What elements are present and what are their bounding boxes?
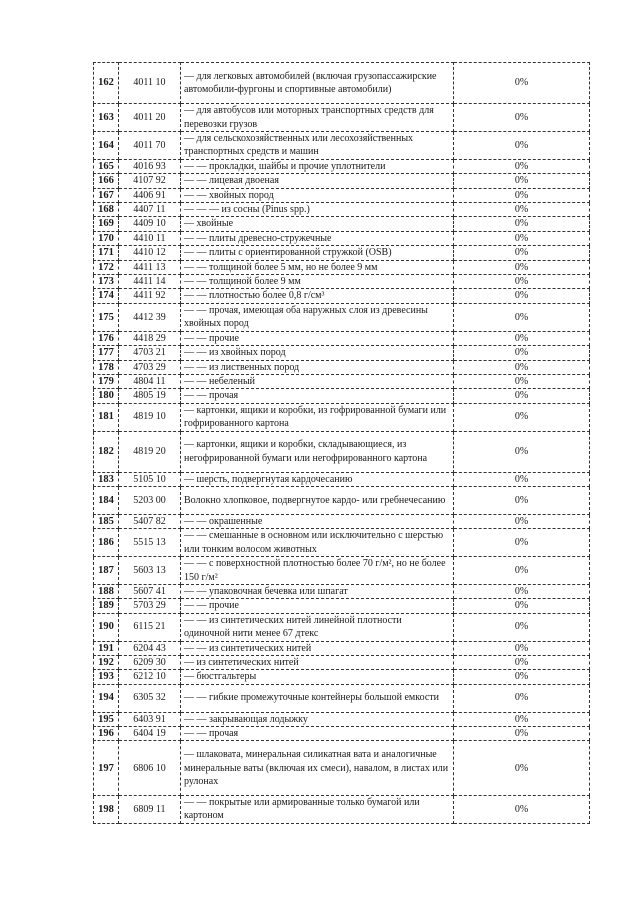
hs-code: 4410 12 xyxy=(119,246,181,260)
hs-code: 4819 20 xyxy=(119,431,181,472)
duty-rate: 0% xyxy=(454,584,590,598)
goods-description: — для легковых автомобилей (включая грузопассажирские автомобили-фургоны и спортивные автомобили) xyxy=(181,63,454,104)
duty-rate: 0% xyxy=(454,132,590,160)
goods-description: — — прочая xyxy=(181,389,454,403)
table-row xyxy=(94,63,590,104)
table-row xyxy=(94,275,590,289)
duty-rate: 0% xyxy=(454,104,590,132)
table-row xyxy=(94,557,590,585)
duty-rate: 0% xyxy=(454,529,590,557)
duty-rate: 0% xyxy=(454,557,590,585)
goods-description: Волокно хлопковое, подвергнутое кардо- или гребнечесанию xyxy=(181,487,454,515)
duty-rate: 0% xyxy=(454,174,590,188)
hs-code: 4412 39 xyxy=(119,303,181,331)
table-row xyxy=(94,599,590,613)
goods-description: — из синтетических нитей xyxy=(181,655,454,669)
row-number: 165 xyxy=(94,159,119,173)
goods-description: — — прочие xyxy=(181,599,454,613)
hs-code: 4418 29 xyxy=(119,331,181,345)
duty-rate: 0% xyxy=(454,260,590,274)
hs-code: 4409 10 xyxy=(119,217,181,231)
row-number: 180 xyxy=(94,389,119,403)
hs-code: 4011 10 xyxy=(119,63,181,104)
tariff-table-body xyxy=(94,63,590,824)
hs-code: 4410 11 xyxy=(119,231,181,245)
duty-rate: 0% xyxy=(454,188,590,202)
row-number: 191 xyxy=(94,641,119,655)
row-number: 164 xyxy=(94,132,119,160)
table-row xyxy=(94,684,590,712)
duty-rate: 0% xyxy=(454,217,590,231)
row-number: 193 xyxy=(94,670,119,684)
row-number: 173 xyxy=(94,275,119,289)
goods-description: — — прочая xyxy=(181,727,454,741)
row-number: 176 xyxy=(94,331,119,345)
table-row xyxy=(94,203,590,217)
table-row xyxy=(94,360,590,374)
hs-code: 5105 10 xyxy=(119,472,181,486)
duty-rate: 0% xyxy=(454,246,590,260)
table-row xyxy=(94,431,590,472)
table-row xyxy=(94,374,590,388)
table-row xyxy=(94,246,590,260)
duty-rate: 0% xyxy=(454,514,590,528)
goods-description: — бюстгальтеры xyxy=(181,670,454,684)
table-row xyxy=(94,389,590,403)
row-number: 197 xyxy=(94,741,119,796)
hs-code: 6806 10 xyxy=(119,741,181,796)
table-row xyxy=(94,159,590,173)
goods-description: — — небеленый xyxy=(181,374,454,388)
goods-description: — — хвойных пород xyxy=(181,188,454,202)
table-row xyxy=(94,132,590,160)
duty-rate: 0% xyxy=(454,331,590,345)
goods-description: — — лицевая двоеная xyxy=(181,174,454,188)
table-row xyxy=(94,487,590,515)
table-row xyxy=(94,472,590,486)
row-number: 167 xyxy=(94,188,119,202)
row-number: 192 xyxy=(94,655,119,669)
hs-code: 4703 29 xyxy=(119,360,181,374)
hs-code: 4407 11 xyxy=(119,203,181,217)
table-row xyxy=(94,303,590,331)
tariff-table xyxy=(93,62,590,824)
row-number: 179 xyxy=(94,374,119,388)
duty-rate: 0% xyxy=(454,599,590,613)
row-number: 189 xyxy=(94,599,119,613)
hs-code: 6809 11 xyxy=(119,796,181,824)
row-number: 163 xyxy=(94,104,119,132)
row-number: 168 xyxy=(94,203,119,217)
hs-code: 4411 14 xyxy=(119,275,181,289)
hs-code: 4011 70 xyxy=(119,132,181,160)
table-row xyxy=(94,514,590,528)
duty-rate: 0% xyxy=(454,275,590,289)
table-row xyxy=(94,613,590,641)
goods-description: — шлаковата, минеральная силикатная вата и аналогичные минеральные ваты (включая их смеси), навалом, в листах или рулонах xyxy=(181,741,454,796)
hs-code: 4016 93 xyxy=(119,159,181,173)
table-row xyxy=(94,231,590,245)
goods-description: — — упаковочная бечевка или шпагат xyxy=(181,584,454,598)
duty-rate: 0% xyxy=(454,727,590,741)
hs-code: 4804 11 xyxy=(119,374,181,388)
duty-rate: 0% xyxy=(454,655,590,669)
goods-description: — хвойные xyxy=(181,217,454,231)
row-number: 188 xyxy=(94,584,119,598)
hs-code: 4805 19 xyxy=(119,389,181,403)
row-number: 185 xyxy=(94,514,119,528)
hs-code: 5603 13 xyxy=(119,557,181,585)
hs-code: 4819 10 xyxy=(119,403,181,431)
row-number: 194 xyxy=(94,684,119,712)
goods-description: — — с поверхностной плотностью более 70 г/м², но не более 150 г/м² xyxy=(181,557,454,585)
row-number: 181 xyxy=(94,403,119,431)
duty-rate: 0% xyxy=(454,289,590,303)
row-number: 184 xyxy=(94,487,119,515)
duty-rate: 0% xyxy=(454,641,590,655)
table-row xyxy=(94,174,590,188)
duty-rate: 0% xyxy=(454,303,590,331)
table-row xyxy=(94,584,590,598)
hs-code: 6209 30 xyxy=(119,655,181,669)
table-row xyxy=(94,796,590,824)
duty-rate: 0% xyxy=(454,360,590,374)
table-row xyxy=(94,289,590,303)
table-row xyxy=(94,655,590,669)
goods-description: — — прочая, имеющая оба наружных слоя из древесины хвойных пород xyxy=(181,303,454,331)
hs-code: 5703 29 xyxy=(119,599,181,613)
hs-code: 4011 20 xyxy=(119,104,181,132)
row-number: 195 xyxy=(94,712,119,726)
hs-code: 4107 92 xyxy=(119,174,181,188)
goods-description: — — смешанные в основном или исключительно с шерстью или тонким волосом животных xyxy=(181,529,454,557)
duty-rate: 0% xyxy=(454,63,590,104)
row-number: 175 xyxy=(94,303,119,331)
goods-description: — — — из сосны (Pinus spp.) xyxy=(181,203,454,217)
duty-rate: 0% xyxy=(454,712,590,726)
row-number: 196 xyxy=(94,727,119,741)
goods-description: — — плотностью более 0,8 г/см³ xyxy=(181,289,454,303)
table-row xyxy=(94,641,590,655)
goods-description: — — из синтетических нитей xyxy=(181,641,454,655)
goods-description: — — из синтетических нитей линейной плотности одиночной нити менее 67 дтекс xyxy=(181,613,454,641)
duty-rate: 0% xyxy=(454,231,590,245)
row-number: 162 xyxy=(94,63,119,104)
hs-code: 5407 82 xyxy=(119,514,181,528)
hs-code: 4703 21 xyxy=(119,346,181,360)
table-row xyxy=(94,188,590,202)
row-number: 186 xyxy=(94,529,119,557)
goods-description: — — толщиной более 5 мм, но не более 9 мм xyxy=(181,260,454,274)
hs-code: 5203 00 xyxy=(119,487,181,515)
hs-code: 4406 91 xyxy=(119,188,181,202)
hs-code: 6115 21 xyxy=(119,613,181,641)
row-number: 178 xyxy=(94,360,119,374)
hs-code: 6403 91 xyxy=(119,712,181,726)
row-number: 170 xyxy=(94,231,119,245)
row-number: 166 xyxy=(94,174,119,188)
table-row xyxy=(94,104,590,132)
hs-code: 5607 41 xyxy=(119,584,181,598)
row-number: 190 xyxy=(94,613,119,641)
duty-rate: 0% xyxy=(454,159,590,173)
table-row xyxy=(94,670,590,684)
goods-description: — для автобусов или моторных транспортных средств для перевозки грузов xyxy=(181,104,454,132)
duty-rate: 0% xyxy=(454,374,590,388)
duty-rate: 0% xyxy=(454,684,590,712)
goods-description: — — гибкие промежуточные контейнеры большой емкости xyxy=(181,684,454,712)
row-number: 169 xyxy=(94,217,119,231)
duty-rate: 0% xyxy=(454,613,590,641)
duty-rate: 0% xyxy=(454,389,590,403)
tariff-document xyxy=(93,62,590,824)
duty-rate: 0% xyxy=(454,346,590,360)
duty-rate: 0% xyxy=(454,403,590,431)
duty-rate: 0% xyxy=(454,431,590,472)
table-row xyxy=(94,712,590,726)
table-row xyxy=(94,331,590,345)
table-row xyxy=(94,727,590,741)
row-number: 198 xyxy=(94,796,119,824)
table-row xyxy=(94,529,590,557)
hs-code: 6204 43 xyxy=(119,641,181,655)
hs-code: 4411 92 xyxy=(119,289,181,303)
hs-code: 4411 13 xyxy=(119,260,181,274)
row-number: 187 xyxy=(94,557,119,585)
duty-rate: 0% xyxy=(454,796,590,824)
goods-description: — — прочие xyxy=(181,331,454,345)
goods-description: — — плиты с ориентированной стружкой (OSB) xyxy=(181,246,454,260)
goods-description: — — закрывающая лодыжку xyxy=(181,712,454,726)
hs-code: 6212 10 xyxy=(119,670,181,684)
hs-code: 6404 19 xyxy=(119,727,181,741)
table-row xyxy=(94,403,590,431)
duty-rate: 0% xyxy=(454,741,590,796)
table-row xyxy=(94,741,590,796)
goods-description: — — из лиственных пород xyxy=(181,360,454,374)
goods-description: — картонки, ящики и коробки, из гофрированной бумаги или гофрированного картона xyxy=(181,403,454,431)
hs-code: 5515 13 xyxy=(119,529,181,557)
row-number: 182 xyxy=(94,431,119,472)
goods-description: — шерсть, подвергнутая кардочесанию xyxy=(181,472,454,486)
row-number: 174 xyxy=(94,289,119,303)
goods-description: — картонки, ящики и коробки, складывающиеся, из негофрированной бумаги или негофрированного картона xyxy=(181,431,454,472)
hs-code: 6305 32 xyxy=(119,684,181,712)
goods-description: — для сельскохозяйственных или лесохозяйственных транспортных средств и машин xyxy=(181,132,454,160)
goods-description: — — прокладки, шайбы и прочие уплотнители xyxy=(181,159,454,173)
duty-rate: 0% xyxy=(454,487,590,515)
goods-description: — — толщиной более 9 мм xyxy=(181,275,454,289)
row-number: 183 xyxy=(94,472,119,486)
table-row xyxy=(94,260,590,274)
row-number: 177 xyxy=(94,346,119,360)
table-row xyxy=(94,346,590,360)
row-number: 172 xyxy=(94,260,119,274)
goods-description: — — покрытые или армированные только бумагой или картоном xyxy=(181,796,454,824)
goods-description: — — плиты древесно-стружечные xyxy=(181,231,454,245)
goods-description: — — окрашенные xyxy=(181,514,454,528)
duty-rate: 0% xyxy=(454,203,590,217)
row-number: 171 xyxy=(94,246,119,260)
duty-rate: 0% xyxy=(454,472,590,486)
table-row xyxy=(94,217,590,231)
goods-description: — — из хвойных пород xyxy=(181,346,454,360)
duty-rate: 0% xyxy=(454,670,590,684)
